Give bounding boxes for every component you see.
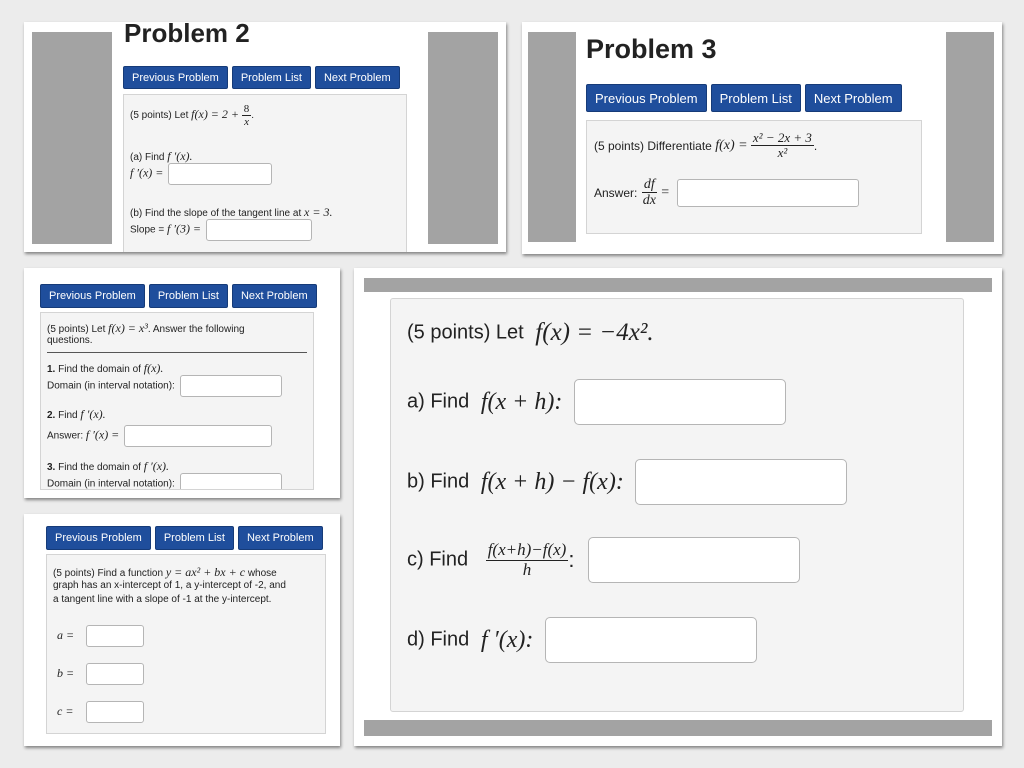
previous-problem-button[interactable]: Previous Problem bbox=[46, 526, 151, 550]
b-answer-input[interactable] bbox=[86, 663, 144, 685]
problem-quadratic-card bbox=[24, 514, 340, 746]
function-expr: f(x) = x³ bbox=[108, 321, 148, 335]
next-problem-button[interactable]: Next Problem bbox=[238, 526, 323, 550]
a-label: a = bbox=[57, 627, 75, 642]
part-b-expr: f(x + h) − f(x): bbox=[480, 468, 624, 495]
question-2-number: 2. bbox=[47, 410, 56, 421]
problem-list-button[interactable]: Problem List bbox=[149, 284, 228, 308]
problem-cubic-card bbox=[24, 268, 340, 498]
part-d-answer-input[interactable] bbox=[545, 617, 757, 663]
dx-denominator: dx bbox=[642, 193, 656, 209]
part-b-expr: x = 3. bbox=[304, 205, 333, 219]
question-1-number: 1. bbox=[47, 364, 56, 375]
fraction-numerator: f(x+h)−f(x) bbox=[487, 539, 567, 559]
part-a-answer-input[interactable] bbox=[574, 379, 786, 425]
problem-list-button[interactable]: Problem List bbox=[232, 66, 311, 89]
problem-2-card bbox=[24, 22, 506, 252]
right-gray-margin bbox=[946, 32, 994, 242]
answer-label: Answer: bbox=[594, 185, 638, 200]
question-2-text: Find bbox=[58, 410, 78, 421]
slope-label: Slope = bbox=[130, 224, 165, 236]
problem-title: Problem 2 bbox=[124, 22, 250, 48]
top-gray-bar bbox=[364, 278, 992, 292]
left-gray-margin bbox=[528, 32, 576, 242]
fraction-denominator: x bbox=[244, 116, 249, 129]
question-2-answer-expr: f ′(x) = bbox=[85, 427, 120, 442]
function-expr: y = ax² + bx + c bbox=[165, 565, 246, 579]
problem-body bbox=[46, 554, 326, 734]
derivative-answer-input[interactable] bbox=[124, 425, 272, 447]
points-text: (5 points) Let bbox=[407, 321, 524, 344]
left-gray-margin bbox=[32, 32, 112, 244]
points-text: (5 points) Let bbox=[130, 110, 189, 122]
part-a-answer-label: f ′(x) = bbox=[130, 165, 164, 180]
slope-expr: f ′(3) = bbox=[166, 221, 202, 236]
derivative-answer-input[interactable] bbox=[168, 163, 272, 185]
fraction-numerator: x² − 2x + 3 bbox=[752, 130, 812, 145]
points-text: (5 points) Find a function bbox=[53, 568, 164, 579]
question-1-text: Find the domain of bbox=[58, 364, 141, 375]
part-b-label: b) Find bbox=[407, 470, 470, 493]
differentiate-text: (5 points) Differentiate bbox=[594, 138, 712, 153]
fraction-numerator: 8 bbox=[243, 103, 250, 115]
a-answer-input[interactable] bbox=[86, 625, 144, 647]
previous-problem-button[interactable]: Previous Problem bbox=[123, 66, 228, 89]
c-label: c = bbox=[57, 703, 74, 718]
part-b-label: (b) Find the slope of the tangent line at bbox=[130, 208, 302, 219]
difference-quotient-fraction bbox=[486, 541, 569, 579]
fraction-denominator: x² bbox=[777, 145, 788, 161]
problem-3-card bbox=[522, 22, 1002, 254]
problem-limit-card bbox=[354, 268, 1002, 746]
instruction-text-line-2: graph has an x-intercept of 1, a y-intercept of -2, and bbox=[53, 580, 286, 591]
problem-body bbox=[123, 94, 407, 252]
part-a-expr: f ′(x). bbox=[167, 149, 193, 163]
instruction-text-continued: questions. bbox=[47, 335, 93, 346]
part-a-label: a) Find bbox=[407, 390, 470, 413]
slope-answer-input[interactable] bbox=[206, 219, 312, 241]
instruction-text: . Answer the following bbox=[147, 324, 245, 335]
part-d-label: d) Find bbox=[407, 628, 470, 651]
next-problem-button[interactable]: Next Problem bbox=[315, 66, 400, 89]
period: . bbox=[813, 138, 818, 153]
question-3-answer-label: Domain (in interval notation): bbox=[47, 478, 175, 490]
problem-nav bbox=[40, 284, 317, 308]
part-d-expr: f ′(x): bbox=[480, 626, 534, 653]
question-3-text: Find the domain of bbox=[58, 462, 141, 473]
question-2-expr: f ′(x). bbox=[80, 407, 106, 421]
part-a-expr: f(x + h): bbox=[480, 388, 563, 415]
derivative-answer-input[interactable] bbox=[677, 179, 859, 207]
problem-body bbox=[586, 120, 922, 234]
question-2-answer-label: Answer: bbox=[47, 430, 84, 442]
problem-title: Problem 3 bbox=[586, 34, 717, 64]
problem-body bbox=[40, 312, 314, 490]
question-1-expr: f(x). bbox=[143, 361, 164, 375]
df-numerator: df bbox=[643, 177, 655, 192]
colon: : bbox=[568, 547, 575, 572]
points-text: (5 points) Let bbox=[47, 324, 106, 335]
function-expr: f(x) = −4x². bbox=[535, 319, 654, 346]
b-label: b = bbox=[57, 665, 75, 680]
part-a-label: (a) Find bbox=[130, 152, 165, 163]
bottom-gray-bar bbox=[364, 720, 992, 736]
part-c-answer-input[interactable] bbox=[588, 537, 800, 583]
fraction-8-over-x bbox=[242, 103, 255, 129]
problem-list-button[interactable]: Problem List bbox=[711, 84, 801, 112]
next-problem-button[interactable]: Next Problem bbox=[805, 84, 902, 112]
fraction-denominator: h bbox=[522, 559, 532, 579]
problem-nav bbox=[123, 66, 400, 89]
domain-answer-input[interactable] bbox=[180, 375, 282, 397]
problem-nav bbox=[586, 84, 902, 112]
problem-body bbox=[390, 298, 964, 712]
problem-list-button[interactable]: Problem List bbox=[155, 526, 234, 550]
question-3-expr: f ′(x). bbox=[143, 459, 170, 473]
derivative-fraction bbox=[641, 177, 658, 209]
function-expr: f(x) = bbox=[715, 137, 748, 153]
previous-problem-button[interactable]: Previous Problem bbox=[40, 284, 145, 308]
instruction-text-line-3: a tangent line with a slope of -1 at the y-intercept. bbox=[53, 594, 272, 605]
divider bbox=[47, 352, 307, 353]
part-b-answer-input[interactable] bbox=[635, 459, 847, 505]
derivative-domain-answer-input[interactable] bbox=[180, 473, 282, 490]
previous-problem-button[interactable]: Previous Problem bbox=[586, 84, 707, 112]
c-answer-input[interactable] bbox=[86, 701, 144, 723]
period: . bbox=[251, 110, 255, 122]
function-expr: f(x) = 2 + bbox=[191, 107, 240, 122]
quotient-fraction bbox=[751, 131, 814, 161]
next-problem-button[interactable]: Next Problem bbox=[232, 284, 317, 308]
problem-nav bbox=[46, 526, 323, 550]
instruction-text: whose bbox=[247, 568, 277, 579]
right-gray-margin bbox=[428, 32, 498, 244]
part-c-label: c) Find bbox=[407, 548, 469, 571]
question-1-answer-label: Domain (in interval notation): bbox=[47, 380, 175, 392]
equals-sign: = bbox=[661, 184, 670, 200]
question-3-number: 3. bbox=[47, 462, 56, 473]
